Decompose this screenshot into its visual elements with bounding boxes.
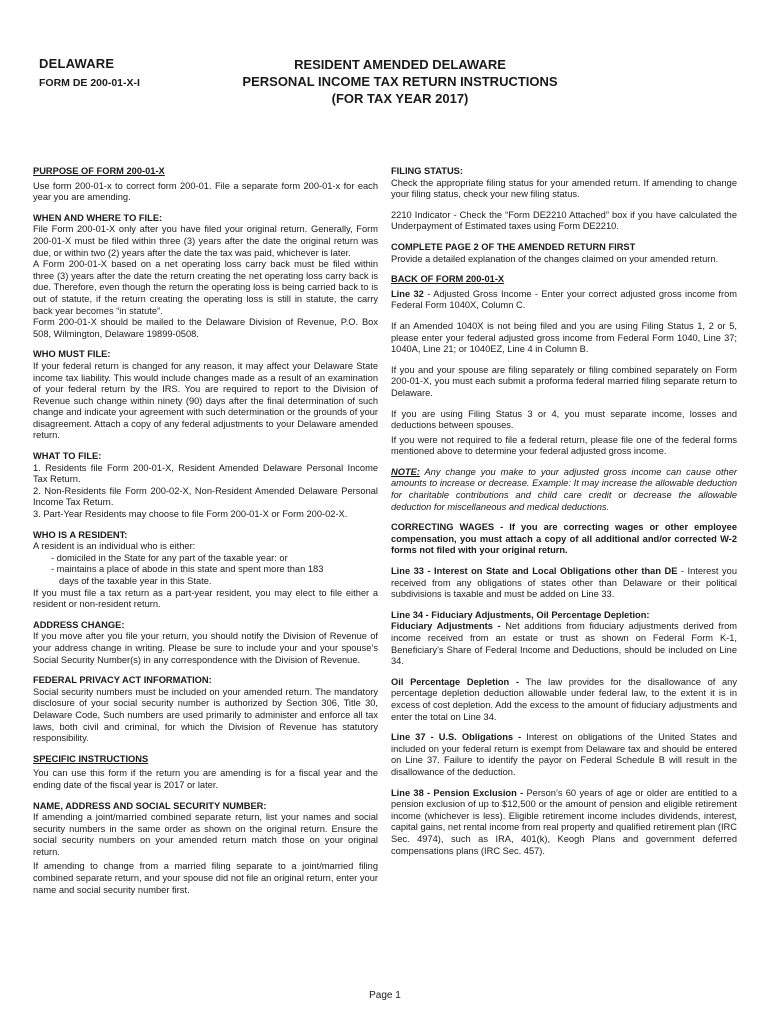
form-id: FORM DE 200-01-X-I [39,77,140,89]
line32-text: - Adjusted Gross Income - Enter your correct adjusted gross income from Federal Form 1040X, Column C. [391,288,737,311]
address-heading: ADDRESS CHANGE: [33,619,125,630]
line32-paragraph [391,289,737,312]
when-paragraph-3: Form 200-01-X should be mailed to the Delaware Division of Revenue, P.O. Box 508, Wilmington, Delaware 19899-0508. [33,317,378,339]
line38-label: Line 38 - Pension Exclusion - [391,787,524,798]
note-paragraph [391,467,737,513]
name-paragraph-2: If amending to change from a married filing separate to a joint/married filing combined separate return, and your spouse did not file an original return, enter your name and social security number first. [33,861,378,895]
line32-paragraph-5: If you were not required to file a federal return, please file one of the federal forms mentioned above to determine your federal adjusted gross income. [391,434,737,457]
what-heading: WHAT TO FILE: [33,451,102,462]
page-number: Page 1 [369,990,401,1001]
fiduciary-text: Net additions from fiduciary adjustments derived from income received from an estate or trust as shown on Federal Form K-1, Beneficiary’s Share of Federal Income and Deductions, should be included on Line 34. [391,621,737,667]
line38-text: Person’s 60 years of age or older are entitled to a pension exclusion of up to $12,500 or the amount of pension and eligible retirement income (whichever is less). Eligible retirement income includes dividends, interest, capital gains, net rental income from real property and qualified retirement plan (IRC Sec. 4974), such as IRA, 401(k), Keogh Plans and government deferred compensations plans (IRC Sec. 457). [391,787,737,856]
who-text: If your federal return is changed for any reason, it may affect your Delaware State income tax liability. This would include changes made as a result of an examination of your federal return by the IRS. You are required to report to the Division of Revenue such change within ninety (90) days after the final determination of such change and indicate your agreement with such determination or the grounds of your disagreement. Attach a copy of any federal adjustments to your Delaware amended return. [33,360,378,441]
filing-heading: FILING STATUS: [391,166,463,176]
fiduciary-label: Fiduciary Adjustments - [391,621,501,632]
address-text: If you move after you file your return, you should notify the Division of Revenue of your address change in writing. Please be sure to include your and your spouse’s Social Security Number(s) in any correspondence with the Division of Revenue. [33,631,378,665]
purpose-heading: PURPOSE OF FORM 200-01-X [33,166,165,176]
line33-paragraph [391,566,737,601]
when-heading: WHEN AND WHERE TO FILE: [33,212,163,223]
fiduciary-paragraph [391,621,737,667]
filing-text: Check the appropriate filing status for your amended return. If amending to change your filing status, check your new filing status. [391,177,737,200]
page2-heading: COMPLETE PAGE 2 OF THE AMENDED RETURN FIRST [391,241,636,252]
back-heading: BACK OF FORM 200-01-X [391,274,505,285]
resident-bullet-2: - maintains a place of abode in this state and spent more than 183 [51,564,324,575]
line33-label: Line 33 - Interest on State and Local Obligations other than DE [391,566,678,577]
line32-paragraph-4: If you are using Filing Status 3 or 4, you must separate income, losses and deductions between spouses. [391,408,737,431]
oil-label: Oil Percentage Depletion - [391,676,519,687]
note-text: Any change you make to your adjusted gross income can cause other amounts to increase or decrease. Example: It may increase the allowable deduction for charitable contributions and child care credit or decrease the allowable deduction for miscellaneous and medical deductions. [391,466,737,512]
what-item-3: 3. Part-Year Residents may choose to file Form 200-01-X or Form 200-02-X. [33,509,348,520]
specific-text: You can use this form if the return you are amending is for a fiscal year and the ending date of the fiscal year is 2017 or later. [33,768,378,790]
privacy-text: Social security numbers must be included on your amended return. The mandatory disclosure of your social security number is authorized by Section 306, Title 30, Delaware Code, Such numbers are used primarily to administer and enforce all tax laws, both civil and criminal, for which the Division of Revenue has statutory responsibility. [33,686,378,744]
what-item-1: 1. Residents file Form 200-01-X, Resident Amended Delaware Personal Income Tax Return. [33,462,378,485]
header-left [39,56,140,89]
purpose-text: Use form 200-01-x to correct form 200-01. File a separate form 200-01-x for each year you are amending. [33,180,378,203]
resident-bullet-2-cont: days of the taxable year in this State. [59,576,212,586]
name-heading: NAME, ADDRESS AND SOCIAL SECURITY NUMBER: [33,800,267,811]
specific-heading: SPECIFIC INSTRUCTIONS [33,753,149,764]
name-paragraph-1: If amending a joint/married combined separate return, list your names and social security numbers in the same order as shown on the original return. Ensure the social security numbers on your amended return match those on your original return. [33,812,378,857]
line33-text: - Interest you received from any obligations of states other than Delaware or their political subdivisions is taxable and must be added on Line 33. [391,566,737,600]
state-name: DELAWARE [39,56,115,71]
oil-text: The law provides for the disallowance of any percentage depletion deduction allowable under federal law, to the extent it is in excess of cost depletion. Add the excess to the amount of fiduciary adjustments and enter the total on Line 34. [391,676,737,722]
resident-heading: WHO IS A RESIDENT: [33,529,128,540]
line37-label: Line 37 - U.S. Obligations - [391,732,522,743]
line37-text: Interest on obligations of the United States and included on your federal return is exempt from Delaware tax and should be entered on Line 37. Failure to identify the payor on Federal Schedule B will result in the disallowance of the deduction. [391,732,737,777]
left-column [33,166,378,896]
when-paragraph-2: A Form 200-01-X based on a net operating loss carry back must be filed within three (3) years after the date the return creating the net operating loss carry back is due. Therefore, even though the return the operating loss is being carried back to is out of statute, if the return creating the operating loss is still in statute, the carry back year becomes “in statute”. [33,259,378,316]
who-heading: WHO MUST FILE: [33,349,111,360]
document-title [180,56,620,107]
page2-text: Provide a detailed explanation of the changes claimed on your amended return. [391,253,719,264]
resident-intro: A resident is an individual who is either: [33,541,196,552]
note-label: NOTE: [391,466,420,477]
line37-paragraph [391,732,737,778]
title-line-1: RESIDENT AMENDED DELAWARE [294,57,506,72]
privacy-heading: FEDERAL PRIVACY ACT INFORMATION: [33,675,212,686]
right-column [391,166,737,857]
resident-bullet-1: - domiciled in the State for any part of the taxable year: or [51,552,288,563]
wages-text: CORRECTING WAGES - If you are correcting wages or other employee compensation, you must attach a copy of all additional and/or corrected W-2 forms not filed with your original return. [391,522,737,556]
line34-heading: Line 34 - Fiduciary Adjustments, Oil Percentage Depletion: [391,609,650,620]
when-paragraph-1: File Form 200-01-X only after you have filed your original return. Generally, Form 200-01-X must be filed within three (3) years after the date the original return was due, or within two (2) years after the date the tax was paid, whichever is later. [33,224,378,258]
line32-paragraph-3: If you and your spouse are filing separately or filing combined separately on Form 200-01-X, you must each submit a proforma federal married filing separate return to Delaware. [391,364,737,398]
line32-paragraph-2: If an Amended 1040X is not being filed and you are using Filing Status 1, 2 or 5, please enter your federal adjusted gross income from Federal Form 1040, Line 37; 1040A, Line 21; or 1040EZ, Line 4 in Column B. [391,320,737,355]
line32-label: Line 32 [391,288,424,299]
indicator-text: 2210 Indicator - Check the “Form DE2210 Attached” box if you have calculated the Underpayment of Estimated taxes using Form DE2210. [391,209,737,232]
title-line-2: PERSONAL INCOME TAX RETURN INSTRUCTIONS [242,74,558,89]
line38-paragraph [391,788,737,858]
resident-outro: If you must file a tax return as a part-year resident, you may elect to file either a resident or non-resident return. [33,587,378,610]
oil-paragraph [391,677,737,723]
what-item-2: 2. Non-Residents file Form 200-02-X, Non-Resident Amended Delaware Personal Income Tax Return. [33,485,378,508]
title-line-3: (FOR TAX YEAR 2017) [331,91,469,106]
